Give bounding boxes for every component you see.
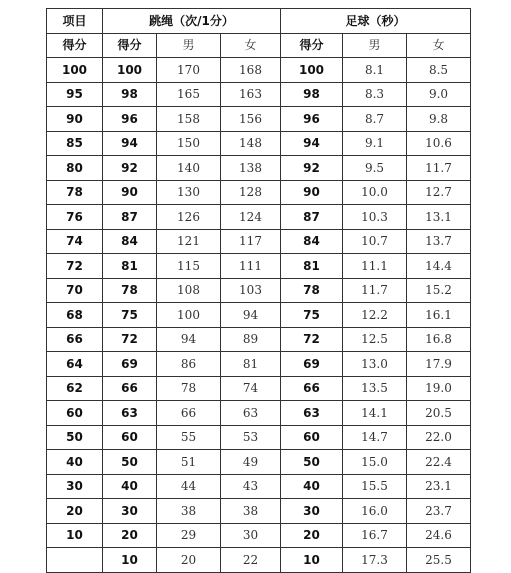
rope-score-cell: 100	[103, 58, 157, 83]
score-cell: 10	[47, 523, 103, 548]
soccer-male-cell: 13.0	[343, 352, 407, 377]
rope-female-cell: 81	[221, 352, 281, 377]
table-row	[47, 205, 471, 230]
soccer-score-cell: 72	[281, 327, 343, 352]
rope-male-cell: 44	[157, 474, 221, 499]
table-row	[47, 474, 471, 499]
rope-male-cell: 150	[157, 131, 221, 156]
score-cell: 72	[47, 254, 103, 279]
soccer-score-cell: 98	[281, 82, 343, 107]
rope-female-cell: 94	[221, 303, 281, 328]
table-row	[47, 180, 471, 205]
rope-male-cell: 140	[157, 156, 221, 181]
score-cell: 62	[47, 376, 103, 401]
rope-score-cell: 69	[103, 352, 157, 377]
soccer-female-cell: 15.2	[407, 278, 471, 303]
soccer-female-cell: 16.1	[407, 303, 471, 328]
rope-female-cell: 138	[221, 156, 281, 181]
table-row	[47, 303, 471, 328]
rope-female-cell: 111	[221, 254, 281, 279]
score-cell: 100	[47, 58, 103, 83]
soccer-male-cell: 8.1	[343, 58, 407, 83]
table-row	[47, 229, 471, 254]
rope-score-cell: 63	[103, 401, 157, 426]
rope-female-cell: 43	[221, 474, 281, 499]
rope-score-label: 得分	[103, 33, 157, 58]
rope-male-cell: 115	[157, 254, 221, 279]
rope-male-cell: 126	[157, 205, 221, 230]
rope-score-cell: 72	[103, 327, 157, 352]
soccer-male-cell: 14.7	[343, 425, 407, 450]
soccer-score-cell: 92	[281, 156, 343, 181]
score-cell: 70	[47, 278, 103, 303]
table-row	[47, 425, 471, 450]
rope-score-cell: 30	[103, 499, 157, 524]
soccer-male-cell: 10.3	[343, 205, 407, 230]
soccer-female-cell: 16.8	[407, 327, 471, 352]
soccer-score-cell: 87	[281, 205, 343, 230]
soccer-score-cell: 40	[281, 474, 343, 499]
score-cell: 68	[47, 303, 103, 328]
rope-score-cell: 78	[103, 278, 157, 303]
rope-score-cell: 94	[103, 131, 157, 156]
rope-male-cell: 66	[157, 401, 221, 426]
soccer-female-cell: 22.4	[407, 450, 471, 475]
soccer-male-cell: 9.5	[343, 156, 407, 181]
soccer-female-cell: 13.1	[407, 205, 471, 230]
rope-male-cell: 86	[157, 352, 221, 377]
soccer-male-cell: 9.1	[343, 131, 407, 156]
rope-male-cell: 20	[157, 548, 221, 573]
rope-female-cell: 22	[221, 548, 281, 573]
rope-male-cell: 170	[157, 58, 221, 83]
soccer-score-cell: 30	[281, 499, 343, 524]
soccer-male-cell: 15.5	[343, 474, 407, 499]
score-cell: 64	[47, 352, 103, 377]
soccer-score-cell: 60	[281, 425, 343, 450]
score-cell: 74	[47, 229, 103, 254]
rope-score-cell: 90	[103, 180, 157, 205]
rope-score-cell: 87	[103, 205, 157, 230]
rope-score-cell: 66	[103, 376, 157, 401]
soccer-female-cell: 17.9	[407, 352, 471, 377]
table-row	[47, 131, 471, 156]
scoring-table	[46, 8, 471, 573]
table-row	[47, 107, 471, 132]
soccer-score-cell: 63	[281, 401, 343, 426]
soccer-score-cell: 84	[281, 229, 343, 254]
table-row	[47, 548, 471, 573]
soccer-male-cell: 13.5	[343, 376, 407, 401]
rope-male-cell: 130	[157, 180, 221, 205]
rope-male-cell: 51	[157, 450, 221, 475]
score-cell: 50	[47, 425, 103, 450]
soccer-female-cell: 25.5	[407, 548, 471, 573]
score-cell: 60	[47, 401, 103, 426]
soccer-score-cell: 50	[281, 450, 343, 475]
table-row	[47, 352, 471, 377]
table-row	[47, 278, 471, 303]
soccer-female-cell: 20.5	[407, 401, 471, 426]
soccer-female-cell: 22.0	[407, 425, 471, 450]
soccer-female-cell: 11.7	[407, 156, 471, 181]
soccer-male-cell: 12.2	[343, 303, 407, 328]
table-row	[47, 401, 471, 426]
score-cell: 95	[47, 82, 103, 107]
rope-male-cell: 38	[157, 499, 221, 524]
score-cell: 85	[47, 131, 103, 156]
soccer-score-cell: 90	[281, 180, 343, 205]
score-cell: 78	[47, 180, 103, 205]
rope-female-cell: 117	[221, 229, 281, 254]
rope-female-cell: 148	[221, 131, 281, 156]
rope-male-cell: 94	[157, 327, 221, 352]
rope-female-cell: 63	[221, 401, 281, 426]
soccer-male-cell: 11.7	[343, 278, 407, 303]
rope-male-cell: 78	[157, 376, 221, 401]
soccer-score-cell: 96	[281, 107, 343, 132]
rope-female-cell: 156	[221, 107, 281, 132]
soccer-male-cell: 8.3	[343, 82, 407, 107]
rope-score-cell: 84	[103, 229, 157, 254]
soccer-female-cell: 24.6	[407, 523, 471, 548]
rope-male-cell: 121	[157, 229, 221, 254]
soccer-male-cell: 12.5	[343, 327, 407, 352]
rope-skipping-title: 跳绳（次/1分）	[103, 9, 281, 34]
soccer-male-cell: 8.7	[343, 107, 407, 132]
soccer-female-cell: 23.1	[407, 474, 471, 499]
rope-female-cell: 103	[221, 278, 281, 303]
soccer-female-cell: 14.4	[407, 254, 471, 279]
rope-score-cell: 75	[103, 303, 157, 328]
rope-score-cell: 20	[103, 523, 157, 548]
rope-female-cell: 163	[221, 82, 281, 107]
soccer-score-cell: 10	[281, 548, 343, 573]
rope-female-cell: 49	[221, 450, 281, 475]
soccer-female-cell: 13.7	[407, 229, 471, 254]
soccer-female-cell: 12.7	[407, 180, 471, 205]
rope-score-cell: 50	[103, 450, 157, 475]
rope-female-cell: 74	[221, 376, 281, 401]
soccer-score-cell: 94	[281, 131, 343, 156]
soccer-score-label: 得分	[281, 33, 343, 58]
table-row	[47, 58, 471, 83]
rope-score-cell: 40	[103, 474, 157, 499]
score-cell: 76	[47, 205, 103, 230]
soccer-female-cell: 10.6	[407, 131, 471, 156]
score-cell: 90	[47, 107, 103, 132]
item-label: 项目	[47, 9, 103, 34]
score-cell	[47, 548, 103, 573]
header-row-2	[47, 33, 471, 58]
soccer-score-cell: 66	[281, 376, 343, 401]
rope-female-cell: 124	[221, 205, 281, 230]
rope-female-cell: 53	[221, 425, 281, 450]
rope-male-cell: 100	[157, 303, 221, 328]
header-row-1	[47, 9, 471, 34]
soccer-female-label: 女	[407, 33, 471, 58]
score-cell: 66	[47, 327, 103, 352]
soccer-score-cell: 100	[281, 58, 343, 83]
soccer-female-cell: 8.5	[407, 58, 471, 83]
soccer-score-cell: 20	[281, 523, 343, 548]
rope-score-cell: 98	[103, 82, 157, 107]
rope-female-cell: 38	[221, 499, 281, 524]
soccer-score-cell: 75	[281, 303, 343, 328]
rope-score-cell: 96	[103, 107, 157, 132]
rope-score-cell: 81	[103, 254, 157, 279]
rope-female-cell: 128	[221, 180, 281, 205]
table-row	[47, 327, 471, 352]
soccer-title: 足球（秒）	[281, 9, 471, 34]
table-body	[47, 58, 471, 573]
rope-female-cell: 168	[221, 58, 281, 83]
rope-female-cell: 30	[221, 523, 281, 548]
score-cell: 20	[47, 499, 103, 524]
soccer-score-cell: 69	[281, 352, 343, 377]
rope-score-cell: 60	[103, 425, 157, 450]
table-row	[47, 523, 471, 548]
soccer-male-cell: 11.1	[343, 254, 407, 279]
soccer-female-cell: 9.8	[407, 107, 471, 132]
soccer-score-cell: 81	[281, 254, 343, 279]
rope-female-label: 女	[221, 33, 281, 58]
soccer-male-cell: 10.0	[343, 180, 407, 205]
table-row	[47, 254, 471, 279]
rope-score-cell: 92	[103, 156, 157, 181]
table-row	[47, 499, 471, 524]
score-cell: 30	[47, 474, 103, 499]
rope-male-cell: 55	[157, 425, 221, 450]
score-cell: 40	[47, 450, 103, 475]
soccer-male-cell: 17.3	[343, 548, 407, 573]
rope-male-label: 男	[157, 33, 221, 58]
soccer-female-cell: 19.0	[407, 376, 471, 401]
score-label: 得分	[47, 33, 103, 58]
table-row	[47, 376, 471, 401]
rope-male-cell: 108	[157, 278, 221, 303]
score-cell: 80	[47, 156, 103, 181]
rope-female-cell: 89	[221, 327, 281, 352]
rope-male-cell: 158	[157, 107, 221, 132]
table-row	[47, 82, 471, 107]
soccer-male-cell: 15.0	[343, 450, 407, 475]
rope-male-cell: 29	[157, 523, 221, 548]
soccer-male-cell: 14.1	[343, 401, 407, 426]
soccer-male-label: 男	[343, 33, 407, 58]
soccer-female-cell: 23.7	[407, 499, 471, 524]
soccer-male-cell: 16.7	[343, 523, 407, 548]
soccer-female-cell: 9.0	[407, 82, 471, 107]
rope-score-cell: 10	[103, 548, 157, 573]
rope-male-cell: 165	[157, 82, 221, 107]
table-row	[47, 156, 471, 181]
table-row	[47, 450, 471, 475]
soccer-male-cell: 16.0	[343, 499, 407, 524]
soccer-male-cell: 10.7	[343, 229, 407, 254]
soccer-score-cell: 78	[281, 278, 343, 303]
